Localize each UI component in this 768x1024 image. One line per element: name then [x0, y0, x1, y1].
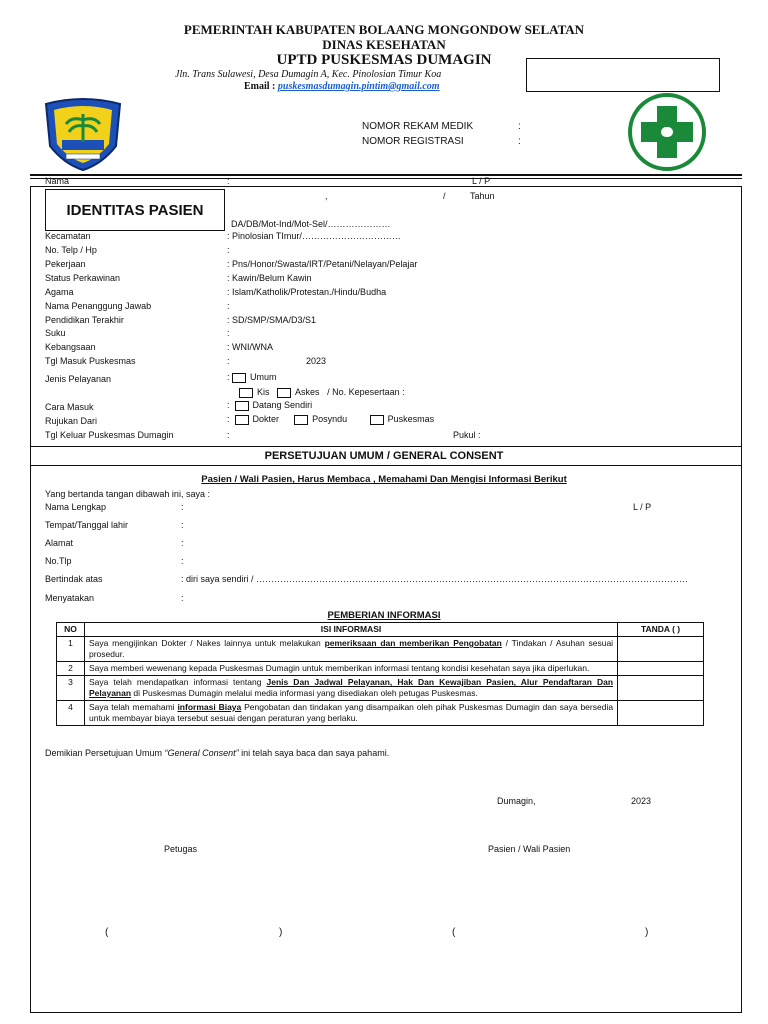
identitas-row-value: : Kawin/Belum Kawin — [227, 273, 312, 283]
datang-sendiri-label: Datang Sendiri — [252, 400, 313, 410]
registrasi-label: NOMOR REGISTRASI — [362, 136, 464, 147]
jenis-pelayanan-label: Jenis Pelayanan — [45, 374, 112, 384]
nama-lengkap-label: Nama Lengkap — [45, 502, 107, 512]
row-info — [84, 637, 617, 662]
row-info-a: Saya telah memahami — [88, 702, 178, 712]
identitas-row-value: : Pns/Honor/Swasta/IRT/Petani/Nelayan/Pelajar — [227, 259, 418, 269]
rekam-medik-colon: : — [518, 121, 521, 132]
identitas-row-label: Kebangsaan — [45, 342, 96, 352]
jenis-pelayanan-options: : Umum — [227, 372, 277, 382]
identitas-row-value: : Islam/Katholik/Protestan./Hindu/Budha — [227, 287, 387, 297]
identitas-row-value: : WNI/WNA — [227, 342, 273, 352]
desa-value: DA/DB/Mot-Ind/Mot-Sel/………………… — [231, 219, 391, 229]
identitas-row-value: : — [227, 328, 230, 338]
consent-title: PERSETUJUAN UMUM / GENERAL CONSENT — [264, 450, 504, 462]
identitas-row-label: Pendidikan Terakhir — [45, 315, 124, 325]
header-blank-box — [526, 58, 720, 92]
nama-lengkap-colon: : — [181, 502, 184, 512]
cara-masuk-options: : Datang Sendiri — [227, 400, 313, 410]
row-info — [84, 676, 617, 701]
puskesmas-logo-icon — [627, 92, 707, 172]
identitas-title: IDENTITAS PASIEN — [66, 201, 204, 219]
table-header-row — [57, 623, 704, 637]
header-divider — [30, 174, 742, 176]
header-line3: UPTD PUSKESMAS DUMAGIN — [276, 52, 492, 68]
petugas-sign-close: ) — [279, 927, 283, 938]
posyndu-checkbox[interactable] — [294, 415, 308, 425]
ttl-comma: , — [325, 191, 328, 201]
row-info — [84, 701, 617, 726]
askes-label: Askes — [295, 387, 320, 397]
kis-checkbox[interactable] — [239, 388, 253, 398]
row-tanda-cell[interactable] — [618, 662, 704, 676]
umum-checkbox[interactable] — [232, 373, 246, 383]
alamat-colon: : — [181, 538, 184, 548]
tgl-masuk-year: 2023 — [306, 356, 327, 366]
datang-sendiri-checkbox[interactable] — [235, 401, 249, 411]
pasien-label: Pasien / Wali Pasien — [488, 844, 571, 854]
identitas-row-value: : SD/SMP/SMA/D3/S1 — [227, 315, 317, 325]
identitas-row-label: Kecamatan — [45, 231, 91, 241]
email-link[interactable]: puskesmasdumagin.pintim@gmail.com — [277, 81, 440, 92]
registrasi-colon: : — [518, 136, 521, 147]
posyndu-label: Posyndu — [312, 414, 348, 424]
identitas-row-label: Suku — [45, 328, 66, 338]
row-info — [84, 662, 617, 676]
header-divider-thin — [30, 178, 742, 179]
notlp-label: No.Tlp — [45, 556, 72, 566]
signing-place: Dumagin, — [497, 796, 536, 806]
identitas-row-label: No. Telp / Hp — [45, 245, 97, 255]
col-no-header: NO — [57, 623, 85, 637]
identitas-title-box — [45, 189, 225, 231]
identitas-row-value: : Pinolosian TImur/…………………………… — [227, 231, 401, 241]
rujukan-options: : Dokter Posyndu Puskesmas — [227, 414, 435, 424]
closing-statement: Demikian Persetujuan Umum “General Consent” ini telah saya baca dan saya pahami. — [45, 748, 390, 758]
tgl-keluar-label: Tgl Keluar Puskesmas Dumagin — [45, 430, 174, 440]
col-tanda-header: TANDA ( ) — [618, 623, 704, 637]
askes-checkbox[interactable] — [277, 388, 291, 398]
row-info-a: Saya mengijinkan Dokter / Nakes lainnya untuk melakukan — [88, 638, 325, 648]
consent-top-line — [30, 446, 741, 447]
identitas-row-value: : — [227, 356, 230, 366]
kis-label: Kis — [257, 387, 270, 397]
pasien-sign-open: ( — [452, 927, 456, 938]
header-line1: PEMERINTAH KABUPATEN BOLAANG MONGONDOW SELATAN — [183, 22, 585, 37]
row-info-a: Saya telah mendapatkan informasi tentang — [88, 677, 267, 687]
table-row — [57, 676, 704, 701]
pukul-label: Pukul : — [453, 430, 481, 440]
nama-colon: : — [227, 176, 230, 186]
identitas-row-label: Pekerjaan — [45, 259, 86, 269]
nama-label: Nama — [45, 176, 70, 186]
cara-masuk-label: Cara Masuk — [45, 402, 94, 412]
identitas-row-label: Status Perkawinan — [45, 273, 121, 283]
row-tanda-cell[interactable] — [618, 676, 704, 701]
ttl-label: Tempat/Tanggal lahir — [45, 520, 129, 530]
email-label: Email : — [244, 81, 276, 92]
row-info-c: di Puskesmas Dumagin melalui media informasi yang disediakan oleh petugas Puskesmas. — [131, 688, 478, 698]
table-row — [57, 662, 704, 676]
menyatakan-label: Menyatakan — [45, 593, 95, 603]
row-info-b: informasi Biaya — [177, 702, 242, 712]
table-row — [57, 701, 704, 726]
col-isi-header: ISI INFORMASI — [84, 623, 617, 637]
rekam-medik-label: NOMOR REKAM MEDIK — [362, 121, 474, 132]
nama-gender: L / P — [472, 176, 491, 186]
row-number: 2 — [57, 662, 85, 676]
identitas-row-value: : — [227, 245, 230, 255]
petugas-label: Petugas — [164, 844, 198, 854]
table-row — [57, 637, 704, 662]
district-crest-icon — [42, 96, 124, 172]
row-number: 1 — [57, 637, 85, 662]
identitas-row-label: Tgl Masuk Puskesmas — [45, 356, 136, 366]
row-tanda-cell[interactable] — [618, 637, 704, 662]
alamat-label: Alamat — [45, 538, 74, 548]
row-info-b: Jenis Dan Jadwal Pelayanan, Hak Dan Kewajiban Pasien, Alur Pendaftaran Dan Pelayanan — [88, 677, 614, 698]
dokter-label: Dokter — [252, 414, 280, 424]
row-info-b: pemeriksaan dan memberikan Pengobatan — [324, 638, 502, 648]
petugas-sign-open: ( — [105, 927, 109, 938]
row-number: 4 — [57, 701, 85, 726]
row-info-a: Saya memberi wewenang kepada Puskesmas Dumagin untuk memberikan informasi tentang kondisi kesehatan saya jika diperlukan. — [88, 663, 590, 673]
pemberian-title: PEMBERIAN INFORMASI — [327, 610, 441, 621]
kepesertaan-label: / No. Kepesertaan : — [327, 387, 405, 397]
ttl-slash: / — [443, 191, 446, 201]
consent-subtitle: Pasien / Wali Pasien, Harus Membaca , Memahami Dan Mengisi Informasi Berikut — [201, 474, 567, 485]
ttl-colon: : — [181, 520, 184, 530]
umum-label: Umum — [250, 372, 277, 382]
dokter-checkbox[interactable] — [235, 415, 249, 425]
tgl-keluar-colon: : — [227, 430, 230, 440]
identitas-row-label: Agama — [45, 287, 74, 297]
signing-year: 2023 — [631, 796, 652, 806]
header-line2: DINAS KESEHATAN — [322, 37, 446, 52]
puskesmas-label: Puskesmas — [387, 414, 435, 424]
consent-gender: L / P — [633, 502, 652, 512]
header-address: Jln. Trans Sulawesi, Desa Dumagin A, Kec. Pinolosian Timur Koa — [175, 69, 442, 80]
bertindak-label: Bertindak atas — [45, 574, 103, 584]
menyatakan-colon: : — [181, 593, 184, 603]
asuransi-options — [239, 387, 405, 398]
row-tanda-cell[interactable] — [618, 701, 704, 726]
notlp-colon: : — [181, 556, 184, 566]
row-info-c: Pengobatan dan tindakan yang disampaikan oleh pihak Puskesmas Dumagin dan saya bersedia untuk membayar biaya tersebut sesuai dengan peraturan yang berlaku. — [88, 702, 614, 723]
row-number: 3 — [57, 676, 85, 701]
bertindak-value: : diri saya sendiri / ……………………………………………………………………………………………………………………………… — [181, 574, 689, 584]
rujukan-label: Rujukan Dari — [45, 416, 98, 426]
pemberian-table — [56, 622, 704, 726]
consent-intro: Yang bertanda tangan dibawah ini, saya : — [45, 489, 210, 499]
ttl-tahun: Tahun — [470, 191, 495, 201]
form-top-line — [30, 186, 741, 187]
email-line — [244, 81, 440, 92]
identitas-row-label: Nama Penanggung Jawab — [45, 301, 152, 311]
pasien-sign-close: ) — [645, 927, 649, 938]
row-info-c: / Tindakan / Asuhan sesuai prosedur. — [88, 638, 614, 659]
identitas-row-value: : — [227, 301, 230, 311]
puskesmas-checkbox[interactable] — [370, 415, 384, 425]
consent-title-line — [30, 465, 741, 466]
